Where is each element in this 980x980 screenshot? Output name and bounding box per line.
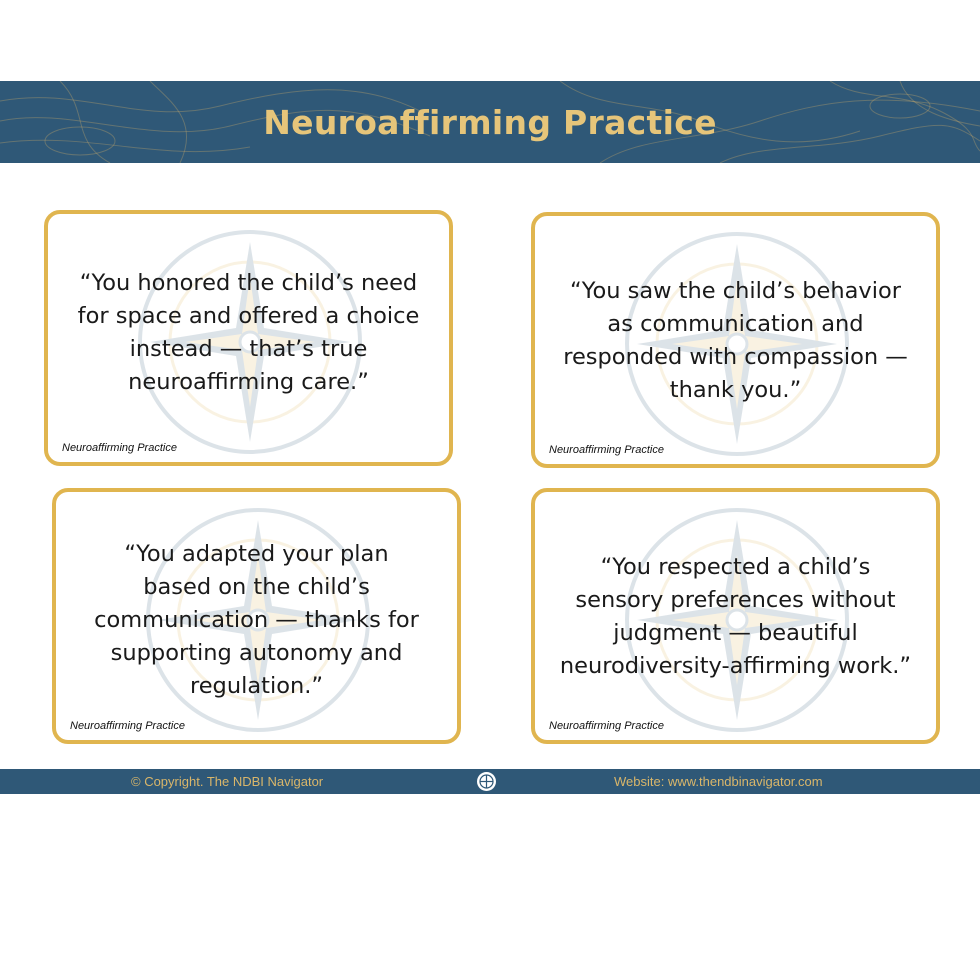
card-tag: Neuroaffirming Practice bbox=[62, 442, 177, 454]
page-title: Neuroaffirming Practice bbox=[263, 102, 717, 142]
card-tag: Neuroaffirming Practice bbox=[70, 720, 185, 732]
affirmation-card bbox=[44, 210, 453, 466]
card-quote: “You saw the child’s behavior as communication and responded with compassion — thank you.” bbox=[563, 278, 908, 403]
copyright-text: © Copyright. The NDBI Navigator bbox=[131, 774, 324, 789]
card-quote: “You honored the child’s need for space and offered a choice instead — that’s true neuroaffirming care.” bbox=[77, 270, 420, 395]
compass-icon bbox=[477, 772, 496, 791]
affirmation-card bbox=[531, 212, 940, 468]
card-tag: Neuroaffirming Practice bbox=[549, 720, 664, 732]
footer-bar bbox=[0, 769, 980, 794]
website-link[interactable]: Website: www.thendbinavigator.com bbox=[614, 774, 823, 789]
header-banner bbox=[0, 81, 980, 163]
card-tag: Neuroaffirming Practice bbox=[549, 444, 664, 456]
affirmation-card bbox=[52, 488, 461, 744]
card-quote: “You respected a child’s sensory preferences without judgment — beautiful neurodiversity-affirming work.” bbox=[559, 554, 912, 679]
affirmation-card bbox=[531, 488, 940, 744]
card-quote: “You adapted your plan based on the child’s communication — thanks for supporting autonomy and regulation.” bbox=[94, 541, 419, 699]
